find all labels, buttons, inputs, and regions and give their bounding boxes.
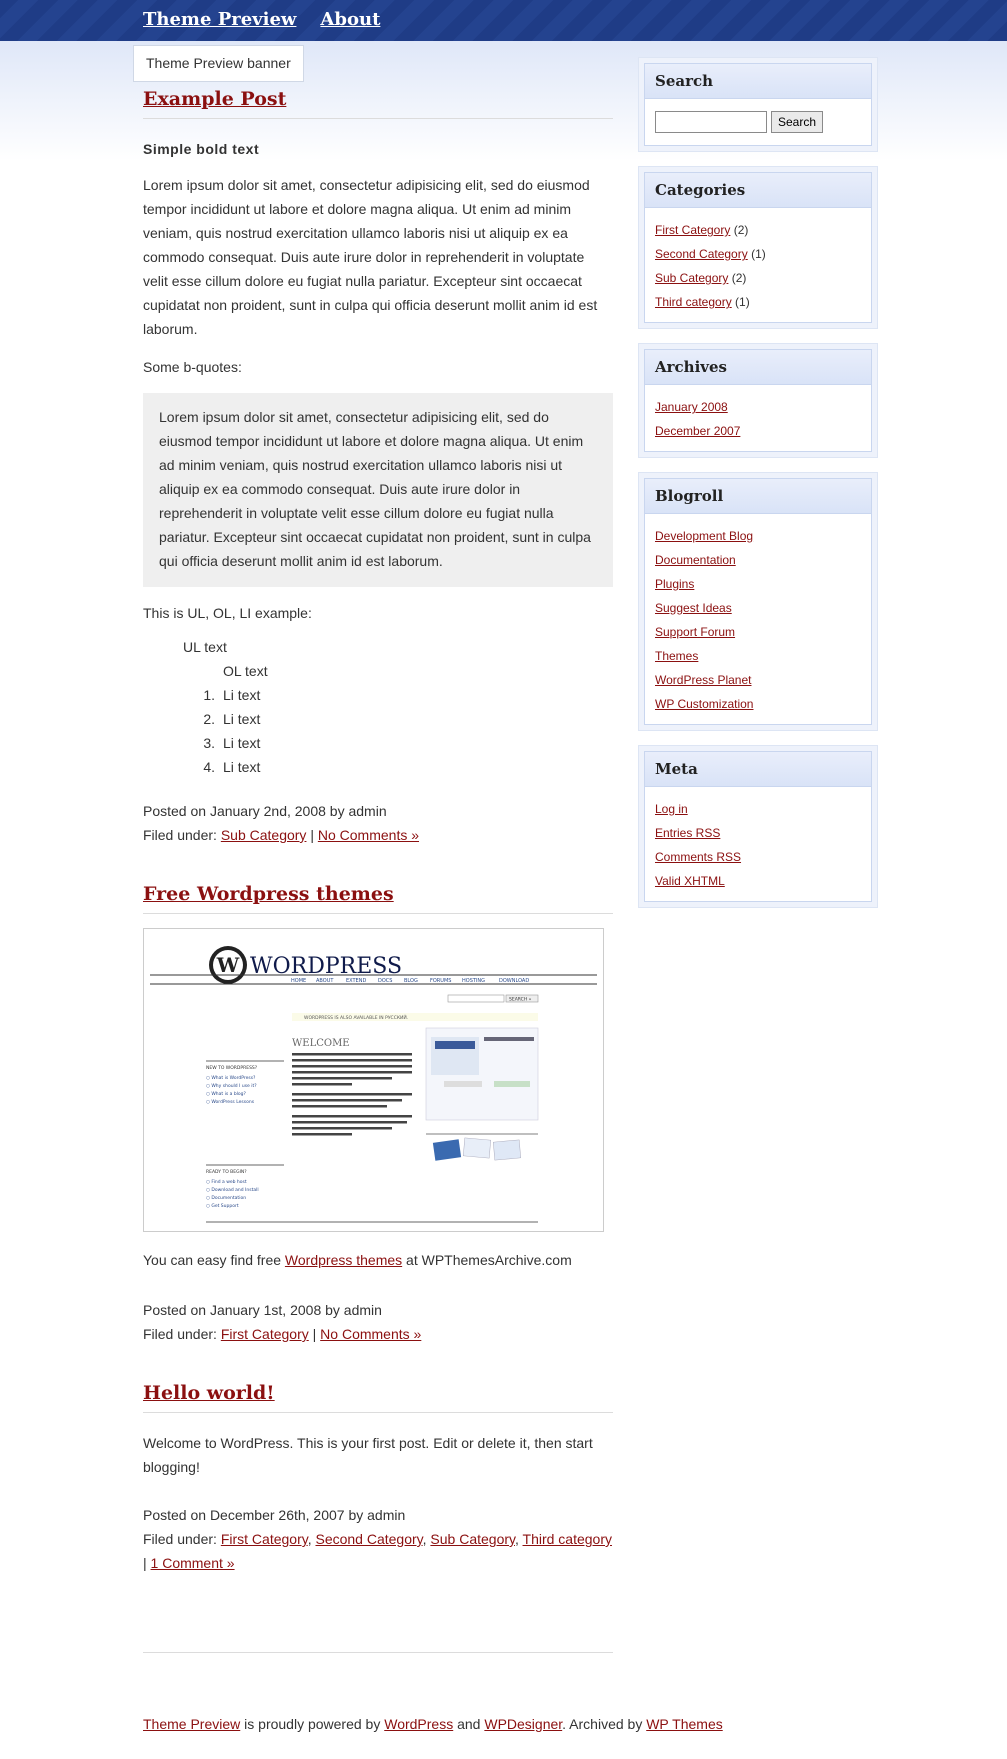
entries-rss-link[interactable]: Entries RSS	[655, 826, 721, 840]
filed-under: Filed under: First Category, Second Category, Sub Category, Third category | 1 Comment »	[143, 1531, 612, 1571]
list-item: 1. Li text	[183, 683, 613, 707]
category-link[interactable]: First Category	[220, 1531, 308, 1547]
footer-link-wp-themes[interactable]: WP Themes	[646, 1716, 723, 1732]
comments-link[interactable]: No Comments »	[320, 1326, 422, 1342]
svg-text:READY TO BEGIN?: READY TO BEGIN?	[206, 1170, 247, 1175]
archive-link[interactable]: December 2007	[655, 424, 741, 438]
svg-text:○ What is a blog?: ○ What is a blog?	[206, 1092, 246, 1097]
post-title	[143, 1382, 613, 1413]
nav-link-about[interactable]: About	[320, 9, 381, 30]
svg-text:○ Get Support: ○ Get Support	[206, 1204, 239, 1209]
svg-text:○ What is WordPress?: ○ What is WordPress?	[206, 1076, 256, 1081]
comments-link[interactable]: No Comments »	[317, 827, 420, 843]
search-button[interactable]: Search	[771, 111, 823, 133]
footer-link-wpdesigner[interactable]: WPDesigner	[484, 1716, 563, 1732]
li-text: Li text	[223, 759, 261, 775]
category-link[interactable]: Third category	[655, 295, 732, 309]
post-paragraph: Welcome to WordPress. This is your first post. Edit or delete it, then start blogging!	[143, 1435, 593, 1475]
blogroll-link[interactable]: WordPress Planet	[655, 673, 752, 687]
comments-link[interactable]: 1 Comment »	[150, 1555, 235, 1571]
post-free-themes	[143, 883, 613, 1346]
svg-text:FORUMS: FORUMS	[430, 978, 452, 984]
posted-on: Posted on December 26th, 2007 by admin	[143, 1507, 406, 1523]
list-label: This is UL, OL, LI example:	[143, 605, 312, 621]
footer-link-theme-preview[interactable]: Theme Preview	[143, 1716, 241, 1732]
post-meta	[143, 1503, 613, 1575]
li-text: Li text	[223, 711, 261, 727]
widget-title: Archives	[645, 350, 871, 385]
blogroll-link[interactable]: Plugins	[655, 577, 695, 591]
list-item: 4. Li text	[183, 755, 613, 779]
blogroll-link[interactable]: Suggest Ideas	[655, 601, 732, 615]
post-title-link[interactable]: Example Post	[143, 88, 287, 110]
post-example	[143, 88, 613, 847]
blogroll-link[interactable]: Themes	[655, 649, 699, 663]
ordered-list	[183, 659, 613, 779]
archive-link[interactable]: January 2008	[655, 400, 728, 414]
footer-link-wordpress[interactable]: WordPress	[384, 1716, 454, 1732]
blogroll-link[interactable]: Support Forum	[655, 625, 736, 639]
category-link[interactable]: Second Category	[315, 1531, 423, 1547]
svg-text:○ Why should I use it?: ○ Why should I use it?	[206, 1084, 257, 1089]
category-item: Sub Category (2)	[655, 271, 747, 285]
meta-widget	[638, 745, 878, 908]
post-paragraph: You can easy find free Wordpress themes at WPThemesArchive.com	[143, 1252, 572, 1268]
category-link[interactable]: Sub Category	[220, 827, 307, 843]
list-item: 3. Li text	[183, 731, 613, 755]
blogroll-link[interactable]: WP Customization	[655, 697, 754, 711]
category-link[interactable]: First Category	[220, 1326, 309, 1342]
nav-link-theme-preview[interactable]: Theme Preview	[143, 9, 297, 30]
widget-title: Categories	[645, 173, 871, 208]
blogroll-link[interactable]: Development Blog	[655, 529, 754, 543]
svg-text:ABOUT: ABOUT	[316, 978, 334, 984]
blockquote: Lorem ipsum dolor sit amet, consectetur adipisicing elit, sed do eiusmod tempor incididunt ut labore et dolore magna aliqua. Ut enim ad minim veniam, quis nostrud exercitation ullamco laboris nisi ut aliquip ex ea commodo consequat. Duis aute irure dolor in reprehenderit in voluptate velit esse cillum dolore eu fugiat nulla pariatur. Excepteur sint occaecat cupidatat non proident, sunt in culpa qui officia deserunt mollit anim id est laborum.	[143, 393, 613, 587]
unordered-list	[183, 635, 613, 779]
svg-text:○ Documentation: ○ Documentation	[206, 1196, 247, 1201]
svg-text:○ WordPress Lessons: ○ WordPress Lessons	[206, 1100, 255, 1105]
filed-under: Filed under: Sub Category | No Comments »	[143, 827, 420, 843]
post-meta	[143, 1298, 613, 1346]
post-paragraph: Lorem ipsum dolor sit amet, consectetur adipisicing elit, sed do eiusmod tempor incididunt ut labore et dolore magna aliqua. Ut enim ad minim veniam, quis nostrud exercitation ullamco laboris nisi ut aliquip ex ea commodo consequat. Duis aute irure dolor in reprehenderit in voluptate velit esse cillum dolore eu fugiat nulla pariatur. Excepteur sint occaecat cupidatat non proident, sunt in culpa qui officia deserunt mollit anim id est laborum.	[143, 177, 598, 337]
wordpress-screenshot-image	[143, 928, 604, 1232]
ul-text: UL text	[183, 639, 227, 655]
comments-rss-link[interactable]: Comments RSS	[655, 850, 742, 864]
svg-text:BLOG: BLOG	[404, 978, 418, 984]
svg-text:HOSTING: HOSTING	[462, 978, 486, 984]
svg-text:EXTEND: EXTEND	[346, 978, 367, 984]
blogroll-widget	[638, 472, 878, 731]
svg-text:NEW TO WORDPRESS?: NEW TO WORDPRESS?	[206, 1066, 258, 1071]
post-title	[143, 88, 613, 119]
bold-text: Simple bold text	[143, 141, 260, 157]
svg-text:WELCOME: WELCOME	[292, 1038, 350, 1049]
bquote-label: Some b-quotes:	[143, 359, 242, 375]
category-item: First Category (2)	[655, 223, 749, 237]
post-title-link[interactable]: Hello world!	[143, 1382, 275, 1404]
sidebar	[638, 57, 878, 922]
svg-text:WORDPRESS IS ALSO AVAILABLE IN: WORDPRESS IS ALSO AVAILABLE IN РУССКИЙ.	[304, 1016, 409, 1021]
svg-text:SEARCH »: SEARCH »	[509, 997, 532, 1003]
search-input[interactable]	[655, 111, 767, 133]
login-link[interactable]: Log in	[655, 802, 688, 816]
category-link[interactable]: Sub Category	[430, 1531, 515, 1547]
category-item: Second Category (1)	[655, 247, 766, 261]
category-item: Third category (1)	[655, 295, 750, 309]
search-widget	[638, 57, 878, 152]
svg-text:DOWNLOAD: DOWNLOAD	[499, 978, 530, 984]
footer-divider	[143, 1652, 613, 1653]
post-meta	[143, 799, 613, 847]
ol-text: OL text	[223, 663, 268, 679]
post-title-link[interactable]: Free Wordpress themes	[143, 883, 394, 905]
archives-widget	[638, 343, 878, 458]
svg-text:○ Find a web host: ○ Find a web host	[206, 1180, 247, 1185]
posted-on: Posted on January 1st, 2008 by admin	[143, 1302, 382, 1318]
category-link[interactable]: First Category	[655, 223, 731, 237]
valid-xhtml-link[interactable]: Valid XHTML	[655, 874, 725, 888]
filed-under: Filed under: First Category | No Comments »	[143, 1326, 422, 1342]
svg-text:○ Download and Install: ○ Download and Install	[206, 1188, 259, 1193]
wordpress-themes-link[interactable]: Wordpress themes	[284, 1252, 403, 1268]
post-title	[143, 883, 613, 914]
category-link[interactable]: Third category	[522, 1531, 612, 1547]
widget-title: Blogroll	[645, 479, 871, 514]
li-text: Li text	[223, 735, 261, 751]
main-content	[143, 88, 613, 1575]
svg-text:W: W	[216, 953, 240, 977]
footer: Theme Preview is proudly powered by WordPress and WPDesigner. Archived by WP Themes	[143, 1716, 723, 1732]
main-nav	[143, 9, 380, 30]
wordpress-site-thumbnail	[144, 929, 603, 1231]
theme-preview-banner: Theme Preview banner	[133, 45, 304, 82]
category-link[interactable]: Second Category	[655, 247, 748, 261]
svg-text:DOCS: DOCS	[378, 978, 393, 984]
thumb-logo-text: WORDPRESS	[250, 954, 403, 979]
categories-widget	[638, 166, 878, 329]
li-text: Li text	[223, 687, 261, 703]
list-item: 2. Li text	[183, 707, 613, 731]
svg-text:HOME: HOME	[291, 978, 307, 984]
blogroll-link[interactable]: Documentation	[655, 553, 736, 567]
widget-title: Search	[645, 64, 871, 99]
category-link[interactable]: Sub Category	[655, 271, 729, 285]
post-hello-world	[143, 1382, 613, 1575]
widget-title: Meta	[645, 752, 871, 787]
posted-on: Posted on January 2nd, 2008 by admin	[143, 803, 387, 819]
